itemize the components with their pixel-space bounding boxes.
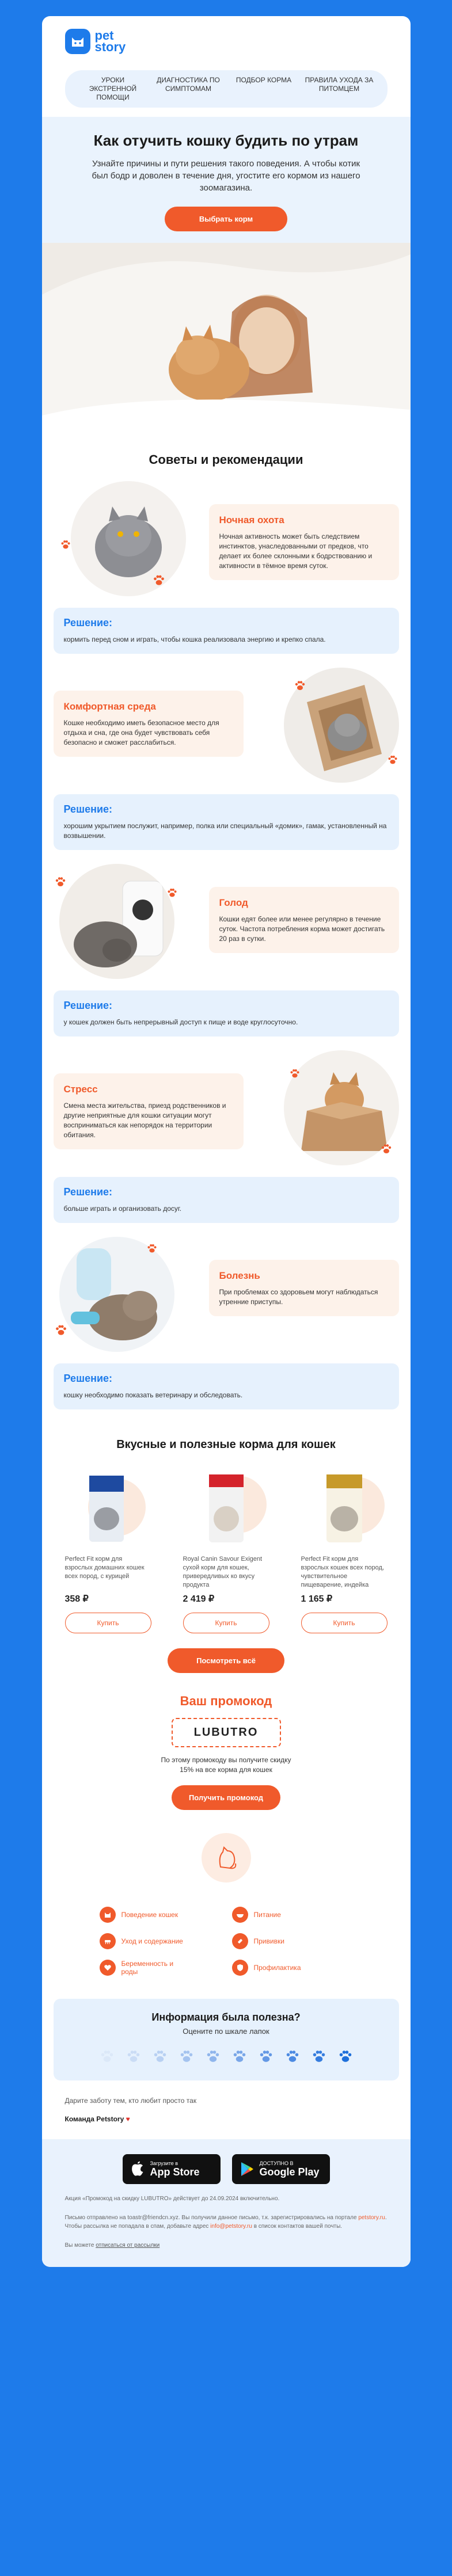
tip-stress — [54, 1050, 399, 1177]
solution-label: Решение: — [63, 803, 113, 815]
tip-card — [209, 1260, 399, 1316]
solution-box — [54, 794, 399, 850]
tip-card — [54, 1073, 244, 1149]
rating-paw-2-icon[interactable] — [125, 2048, 142, 2066]
promo-note: Акция «Промокод на скидку LUBUTRO» действует до 24.09.2024 включительно. — [64, 2196, 280, 2202]
product-name[interactable]: Perfect Fit корм для взрослых кошек всех пород, чувствительное пищеварение, индейка — [301, 1556, 384, 1588]
choose-food-button[interactable]: Выбрать корм — [165, 207, 287, 231]
buy-button[interactable]: Купить — [65, 1613, 151, 1633]
unsubscribe-link[interactable]: отписаться от рассылки — [96, 2242, 160, 2249]
hero-title: Как отучить кошку будить по утрам — [93, 132, 359, 149]
category-link-care[interactable] — [100, 1933, 221, 1949]
nav-link-care-rules[interactable]: ПРАВИЛА УХОДА ЗА ПИТОМЦЕМ — [305, 76, 374, 93]
rating-paw-8-icon[interactable] — [284, 2048, 301, 2066]
google-play-big: Google Play — [259, 2166, 320, 2178]
site-link[interactable]: petstory.ru — [358, 2215, 385, 2221]
tip-image-grey-cat — [71, 481, 186, 596]
nav-link-diagnostics[interactable]: ДИАГНОСТИКА ПО СИМПТОМАМ — [157, 76, 220, 93]
feedback-block — [54, 1999, 399, 2080]
tip-title: Болезнь — [219, 1270, 260, 1281]
solution-label: Решение: — [63, 1000, 113, 1011]
paw-icon — [151, 573, 166, 588]
footer — [42, 2139, 411, 2267]
tip-card — [209, 887, 399, 953]
tip-hunger — [54, 864, 399, 990]
promo-title: Ваш промокод — [180, 1694, 272, 1708]
hero-text: Узнайте причины и пути решения такого поведения. А чтобы котик был бодр и доволен в течение дня, угостите его кормом из нашего зоомагазина. — [92, 159, 360, 193]
products-list — [42, 1464, 411, 1633]
product-card — [65, 1464, 151, 1633]
solution-label: Решение: — [63, 617, 113, 628]
solution-text: у кошек должен быть непрерывный доступ к пище и воде круглосуточно. — [63, 1018, 298, 1026]
header — [42, 16, 411, 108]
promo-text: По этому промокоду вы получите скидку 15% на все корма для кошек — [161, 1756, 291, 1774]
category-link-pregnancy[interactable] — [100, 1960, 221, 1976]
rating-paw-3-icon[interactable] — [151, 2048, 169, 2066]
tips-section-title: Советы и рекомендации — [149, 452, 303, 467]
see-all-wrap — [42, 1633, 411, 1673]
cat-behavior-icon — [100, 1907, 116, 1923]
paw-rating — [54, 2048, 399, 2066]
solution-box — [54, 1177, 399, 1223]
category-label: Прививки — [253, 1937, 284, 1945]
solution-label: Решение: — [63, 1186, 113, 1198]
paw-icon — [59, 539, 72, 551]
tip-illness — [54, 1237, 399, 1363]
google-play-badge[interactable] — [232, 2154, 330, 2184]
cat-illustration-icon — [202, 1833, 251, 1883]
tip-image-cat-feeder — [59, 864, 174, 979]
heart-icon: ♥ — [126, 2115, 130, 2123]
tip-card — [209, 504, 399, 580]
rating-paw-5-icon[interactable] — [204, 2048, 222, 2066]
hero-section — [42, 117, 411, 439]
solution-box — [54, 990, 399, 1037]
nav-link-food-selection[interactable]: ПОДБОР КОРМА — [236, 76, 292, 84]
product-price: 1 165 ₽ — [301, 1594, 333, 1604]
category-label: Профилактика — [253, 1964, 301, 1972]
signature-team: Команда Petstory — [64, 2115, 124, 2123]
rating-paw-1-icon[interactable] — [98, 2048, 116, 2066]
google-play-small: ДОСТУПНО В — [259, 2160, 294, 2166]
promo-code[interactable]: LUBUTRO — [172, 1718, 281, 1747]
nav-bar — [65, 70, 388, 108]
google-play-icon — [240, 2162, 254, 2177]
product-image[interactable] — [65, 1464, 151, 1550]
paw-icon — [293, 679, 307, 693]
category-link-behavior[interactable] — [100, 1907, 221, 1923]
category-label: Питание — [253, 1911, 281, 1919]
product-name[interactable]: Royal Canin Savour Exigent сухой корм для кошек, привередливых ко вкусу продукта — [183, 1556, 263, 1588]
buy-button[interactable]: Купить — [183, 1613, 269, 1633]
logo-line-2: story — [94, 40, 126, 54]
rating-paw-7-icon[interactable] — [257, 2048, 275, 2066]
signature-line: Дарите заботу тем, кто любит просто так — [64, 2097, 197, 2105]
tip-title: Голод — [219, 897, 248, 908]
tip-text: При проблемах со здоровьем могут наблюдаться утренние приступы. — [219, 1288, 378, 1306]
category-label: Уход и содержание — [121, 1937, 183, 1945]
tip-card — [54, 691, 244, 757]
feedback-subtitle: Оцените по шкале лапок — [183, 2027, 269, 2036]
category-link-vaccines[interactable] — [232, 1933, 353, 1949]
tip-text: Ночная активность может быть следствием инстинктов, унаследованными от предков, что делает их более склонными к бодрствованию и активности в тёмное время суток. — [219, 532, 373, 570]
app-store-badge[interactable] — [123, 2154, 221, 2184]
store-badges — [65, 2154, 388, 2184]
solution-text: кошку необходимо показать ветеринару и обследовать. — [63, 1391, 243, 1399]
solution-label: Решение: — [63, 1373, 113, 1384]
product-card — [301, 1464, 388, 1633]
nav-link-first-aid[interactable]: УРОКИ ЭКСТРЕННОЙ ПОМОЩИ — [89, 76, 137, 101]
logo-cat-icon — [65, 29, 90, 54]
logo-text — [95, 30, 126, 53]
apple-icon — [131, 2161, 145, 2177]
paw-icon — [54, 875, 67, 889]
brush-icon — [100, 1933, 116, 1949]
category-label: Поведение кошек — [121, 1911, 178, 1919]
logo-line-1: pet — [94, 28, 114, 43]
solution-text: кормить перед сном и играть, чтобы кошка реализовала энергию и крепко спала. — [63, 635, 326, 643]
legal-text-1: Письмо отправлено на toastr@friendcn.xyz. Вы получили данное письмо, т.к. зарегистрировались на портале — [64, 2215, 357, 2221]
tip-title: Ночная охота — [219, 515, 284, 525]
app-store-small: Загрузите в — [150, 2160, 178, 2166]
syringe-icon — [232, 1933, 248, 1949]
unsubscribe-prefix: Вы можете — [64, 2242, 94, 2249]
tip-title: Стресс — [63, 1084, 98, 1095]
see-all-button[interactable]: Посмотреть всё — [168, 1648, 284, 1673]
paw-icon — [386, 754, 399, 767]
buy-button[interactable]: Купить — [301, 1613, 388, 1633]
email-container — [42, 16, 411, 2267]
products-section-title: Вкусные и полезные корма для кошек — [116, 1438, 336, 1451]
tip-title: Комфортная среда — [63, 701, 156, 712]
app-store-text — [150, 2160, 200, 2178]
tip-comfort — [54, 668, 399, 794]
tips-list — [42, 481, 411, 1409]
paw-icon — [166, 887, 178, 900]
rating-paw-4-icon[interactable] — [178, 2048, 195, 2066]
signature-team-row — [65, 2114, 388, 2124]
paw-icon — [146, 1243, 158, 1255]
solution-text: больше играть и организовать досуг. — [63, 1205, 182, 1213]
category-link-prevention[interactable] — [232, 1960, 353, 1976]
tip-text: Кошки едят более или менее регулярно в течение суток. Частота потребления корма может достигать 20 раз в сутки. — [219, 915, 385, 943]
rating-paw-9-icon[interactable] — [310, 2048, 328, 2066]
product-image[interactable] — [183, 1464, 269, 1550]
get-promo-button[interactable]: Получить промокод — [172, 1785, 280, 1810]
unsubscribe-row — [65, 2241, 388, 2250]
google-play-text — [260, 2160, 320, 2178]
legal-text-3: в список контактов вашей почты. — [253, 2223, 343, 2230]
tip-text: Смена места жительства, приезд родственников и другие неприятные для кошки ситуации могут восприниматься как непорядок на территории обитания. — [63, 1102, 226, 1139]
categories-grid — [42, 1907, 411, 1976]
solution-box — [54, 608, 399, 654]
bowl-icon — [232, 1907, 248, 1923]
solution-text: хорошим укрытием послужит, например, полка или специальный «домик», гамак, установленный на возвышении. — [63, 822, 387, 840]
product-card — [183, 1464, 269, 1633]
product-price: 358 ₽ — [64, 1594, 89, 1604]
hero-image-woman-with-cat — [42, 243, 411, 439]
product-image[interactable] — [301, 1464, 388, 1550]
product-price: 2 419 ₽ — [183, 1594, 215, 1604]
rating-paw-6-icon[interactable] — [231, 2048, 248, 2066]
solution-box — [54, 1363, 399, 1409]
category-link-nutrition[interactable] — [232, 1907, 353, 1923]
paw-icon — [54, 1323, 69, 1338]
legal-text-2: . Чтобы рассылка не попадала в спам, добавьте адрес — [64, 2215, 387, 2230]
tip-night-hunt — [54, 481, 399, 608]
logo[interactable] — [65, 29, 388, 54]
shield-icon — [232, 1960, 248, 1976]
product-name[interactable]: Perfect Fit корм для взрослых домашних кошек всех пород, с курицей — [64, 1556, 145, 1580]
email-link[interactable]: info@petstory.ru — [210, 2223, 252, 2230]
feedback-title: Информация была полезна? — [151, 2011, 301, 2023]
promo-button-wrap — [42, 1775, 411, 1810]
app-store-big: App Store — [150, 2166, 200, 2178]
tip-text: Кошке необходимо иметь безопасное место для отдыха и сна, где она будет чувствовать себя безопасно и сможет расслабиться. — [63, 719, 219, 746]
legal-text — [65, 2213, 388, 2231]
heart-icon — [100, 1960, 116, 1976]
category-label: Беременность и роды — [121, 1960, 174, 1976]
paw-icon — [288, 1068, 301, 1080]
paw-icon — [379, 1142, 393, 1156]
signature — [42, 2080, 411, 2124]
rating-paw-10-icon[interactable] — [337, 2048, 354, 2066]
